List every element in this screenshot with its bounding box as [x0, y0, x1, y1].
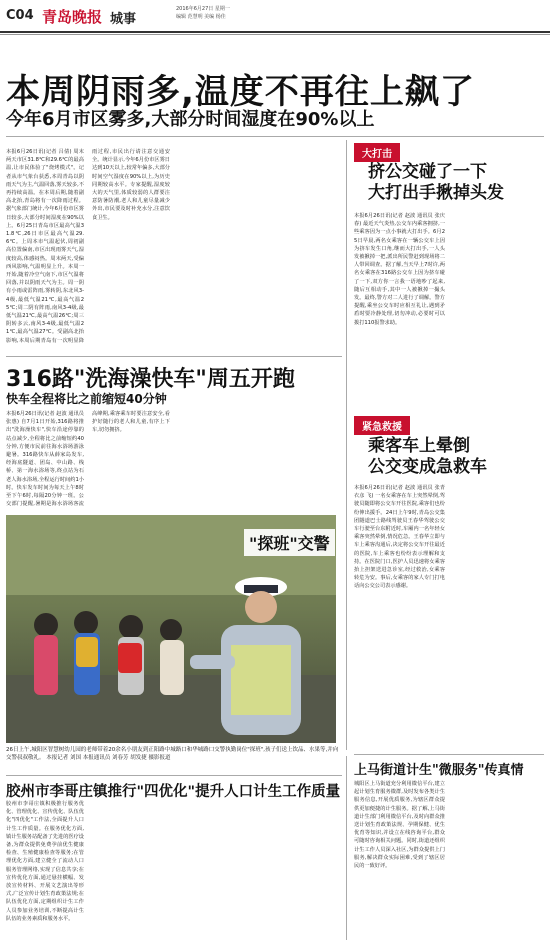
- page-number: C04: [6, 8, 34, 23]
- mid-headline: 316路"洗海澡快车"周五开跑: [6, 367, 295, 392]
- photo-caption-text: 26日上午,城阳区智慧树幼儿园的老师带着20余名小朋友到正阳路中城路口和华城路口交警执勤岗位"探班",孩子们送上饮品、水果等,并向交警叔叔敬礼。: [6, 747, 339, 761]
- news-photo: [6, 515, 336, 743]
- photo-caption: [6, 746, 340, 772]
- right-bottom-article-body: 城阳区上马街道充分利用微信平台,建立起计划生育服务微群,及时发布各类计生服务信息,开展优质服务,为辖区群众提供更加便捷的计生服务。据了解,上马街道计生部门利用微信平台,及时向群众推送计划生育政策法规、孕期保健、优生优育等知识,并设立在线咨询平台,群众可随时咨询相关问题。同时,街道还组织计生工作人员深入社区,为群众提供上门服务,解决群众实际困难,受到了辖区居民的一致好评。: [354, 781, 445, 870]
- header-date: 2016年6月27日 星期一: [176, 6, 230, 12]
- side1-headline: 挤公交碰了一下 大打出手揪掉头发: [368, 162, 504, 203]
- lead-headline: 本周阴雨多,温度不再往上飙了: [6, 72, 475, 112]
- section-name: 城事: [110, 12, 137, 27]
- bottom-article-body: 胶州市李哥庄镇积极推行服务优化、管理优化、宣传优化、队伍优化"四优化"工作法,全面提升人口计生工作质量。在服务优化方面,镇计生服务站配备了先进的医疗设备,为群众提供免费孕前优生健康检查、生殖健康检查等服务;在管理优化方面,建立健全了流动人口服务管理网络,实现了信息共享;在宣传优化方面,通过悬挂横幅、发放宣传材料、开展文艺演出等形式,广泛宣传计划生育政策法规;在队伍优化方面,定期组织计生工作人员参加业务培训,不断提高计生队伍的业务素质和服务水平。: [6, 801, 84, 922]
- side1-article-body: 本报6月26日讯(记者 赵波 通讯员 张庆春) 最近天气炎热,公交车内乘客拥挤,一些乘客因为一点小事就大打出手。6月25日早晨,两名女乘客在一辆公交车上因为挤车发生口角,继而大打出手,一人头发被揪掉一把,派出所民警赶到现场将二人带回调查。据了解,当天早上7时许,两名女乘客在316路公交车上因为挤车碰了一下,双方你一言我一语地吵了起来,随后互相动手,其中一人被揪掉一撮头发。最终,警方对二人进行了调解。警方提醒,乘坐公交车时应相互礼让,遇到矛盾时要冷静处理,切勿冲动,必要时可以拨打110报警求助。: [354, 213, 445, 326]
- lead-subheadline: 今年6月市区雾多,大部分时间湿度在90%以上: [6, 109, 375, 130]
- side2-article-body: 本报6月26日讯(记者 赵波 通讯员 张青 衣彦 飞) 一名女乘客在车上突然晕倒,驾驶员随即将公交车开往医院,乘客们也纷纷伸出援手。24日上午9时,青岛公交集团隧道巴士路线驾驶员王春华驾驶公交车行驶至台东附近时,车厢内一名年轻女乘客突然晕倒,情况危急。王春华立即与车上乘客沟通后,决定将公交车开往最近的医院,车上乘客也纷纷表示理解和支持。在医院门口,医护人员迅速将女乘客抬上担架送进急诊室,经过救治,女乘客转危为安。事后,女乘客的家人专门打电话向公交公司表示感谢。: [354, 485, 445, 590]
- photo-credit: 本报记者 刘国 本报通讯员 刘春芳 胡发捷 摄影报道: [46, 755, 171, 761]
- side1-tag: 大打击: [354, 143, 400, 162]
- lead-article-body: 本报6月26日讯(记者 吕倩) 周末两天市区31.8℃和29.6℃的最高温,让市民体验了"烧烤模式"。记者从市气象台获悉,本周青岛以阴雨天气为主,气温回落,雾天较多,不再持续高温。在本周后期,随着副高北抬,青岛将有一次降雨过程。据气象部门统计,今年6月份市区雾日较多,大部分时间湿度在90%以上。6月25日青岛市区最高气温31.8℃,26日市区最高气温29.6℃。上周本市气温起伏,周初副高位置偏南,市区出现雨雾天气,湿度较高,体感闷热。周末两天,受偏西风影响,气温明显上升。本周一开始,随着冷空气南下,市区气温将回落,并以阴雨天气为主。周一阴有小雨或雷阵雨,雾转阴,东北风3-4级,最低气温21℃,最高气温25℃;周二阴有阵雨,南风3-4级,最低气温21℃,最高气温26℃;周三阴转多云,南风3-4级,最低气温21℃,最高气温27℃。受副高北抬影响,本周后期青岛有一次明显降雨过程,市民出行请注意交通安全。统计显示,今年6月份市区雾日达到10天以上,较常年偏多,大部分时间空气湿度在90%以上,为历史同期较高水平。专家提醒,湿度较大的天气里,体质较弱的人群要注意防暑防潮,老人和儿童尽量减少外出,市民要及时补充水分,注意饮食卫生。: [6, 149, 170, 344]
- column-divider: [346, 756, 347, 940]
- header-meta: [176, 6, 230, 21]
- side2-headline: 乘客车上晕倒 公交变成急救车: [368, 436, 487, 477]
- mid-article-body: 本报6月26日讯(记者 赵波 通讯员 张惠) 自7月1日开始,316路将推出"洗海澡快车",快车沿途停靠的站点减少,全程将比之前缩短约40分钟,方便市民前往海水浴场游泳避暑。316路快车从薛家岛发车,经海底隧道、团岛、中山路、栈桥、第一海水浴场等,终点站为石老人海水浴场,全程运行时间约1小时。快车发车时间为每天上午8时至下午6时,每隔20分钟一班。公交部门提醒,暑期是海水浴场客流高峰期,乘客乘车时要注意安全,看护好随行的老人和儿童,有序上下车,切勿拥挤。: [6, 411, 170, 508]
- divider: [6, 356, 342, 357]
- header-rule-thin: [0, 34, 550, 35]
- photo-label: "探班"交警: [244, 529, 335, 556]
- right-bottom-headline: 上马街道计生"微服务"传真情: [354, 763, 524, 778]
- bottom-headline: 胶州市李哥庄镇推行"四优化"提升人口计生工作质量: [6, 784, 341, 800]
- header-editors: 编辑 范慧明 美编 杨佳: [176, 13, 226, 20]
- side2-tag: 紧急救援: [354, 416, 410, 435]
- header-rule: [0, 31, 550, 33]
- divider: [6, 775, 342, 776]
- newspaper-logo: 青岛晚报: [42, 8, 103, 26]
- column-divider: [346, 140, 347, 750]
- divider: [354, 754, 544, 755]
- divider: [6, 136, 544, 137]
- mid-subheadline: 快车全程将比之前缩短40分钟: [6, 392, 167, 406]
